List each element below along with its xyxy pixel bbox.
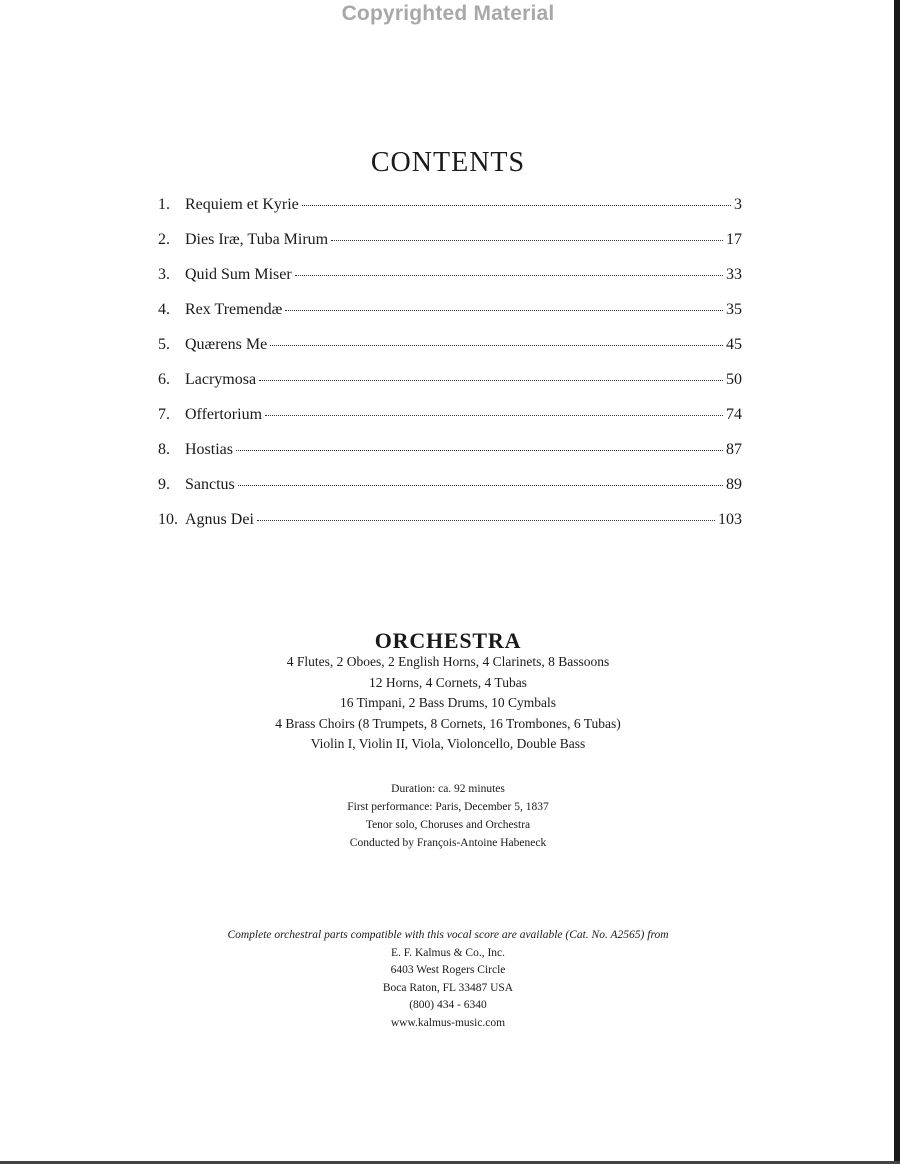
duration-text: Duration: ca. 92 minutes xyxy=(391,783,505,795)
toc-entry-number: 3. xyxy=(158,266,170,283)
toc-dot-leader xyxy=(236,450,723,451)
toc-entry-title: Dies Iræ, Tuba Mirum xyxy=(185,231,329,248)
toc-entry-page: 87 xyxy=(726,441,742,458)
instrumentation-line: 16 Timpani, 2 Bass Drums, 10 Cymbals xyxy=(339,695,557,710)
contents-title: CONTENTS xyxy=(370,146,526,178)
toc-entry-number: 8. xyxy=(158,441,170,458)
watermark: Copyrighted Material xyxy=(341,2,555,25)
instrumentation-line: 4 Flutes, 2 Oboes, 2 English Horns, 4 Clarinets, 8 Bassoons xyxy=(286,654,610,669)
toc-entry-page: 35 xyxy=(726,301,742,318)
toc-entry xyxy=(158,266,742,301)
parts-availability-note: Complete orchestral parts compatible with this vocal score are available (Cat. No. A2565) from xyxy=(227,929,669,941)
toc-entry-title: Quid Sum Miser xyxy=(185,266,292,283)
publisher-block xyxy=(0,927,896,1032)
instrumentation-line: Violin I, Violin II, Viola, Violoncello, Double Bass xyxy=(310,736,586,751)
toc-entry-page: 3 xyxy=(734,196,742,213)
toc-entry xyxy=(158,231,742,266)
toc-entry-title: Agnus Dei xyxy=(185,511,254,528)
toc-dot-leader xyxy=(259,380,723,381)
instrumentation-list xyxy=(0,652,896,755)
toc-dot-leader xyxy=(331,240,723,241)
toc-entry-title: Offertorium xyxy=(185,406,263,423)
forces-text: Tenor solo, Choruses and Orchestra xyxy=(365,819,531,831)
conductor-text: Conducted by François-Antoine Habeneck xyxy=(349,837,547,849)
toc-entry-page: 45 xyxy=(726,336,742,353)
toc-entry-number: 1. xyxy=(158,196,170,213)
publisher-website: www.kalmus-music.com xyxy=(390,1016,506,1029)
toc-entry-number: 4. xyxy=(158,301,170,318)
publisher-street: 6403 West Rogers Circle xyxy=(390,964,506,976)
toc-entry xyxy=(158,196,742,231)
toc-entry xyxy=(158,406,742,441)
toc-dot-leader xyxy=(295,275,723,276)
toc-entry xyxy=(158,336,742,371)
first-performance-text: First performance: Paris, December 5, 1837 xyxy=(347,801,549,813)
toc-entry-title: Requiem et Kyrie xyxy=(185,196,299,213)
toc-entry-page: 17 xyxy=(726,231,742,248)
toc-entry-page: 103 xyxy=(718,511,742,528)
toc-entry xyxy=(158,371,742,406)
toc-dot-leader xyxy=(265,415,723,416)
instrumentation-line: 4 Brass Choirs (8 Trumpets, 8 Cornets, 16 Trombones, 6 Tubas) xyxy=(275,715,621,731)
toc-entry xyxy=(158,511,742,546)
toc-entry-page: 33 xyxy=(726,266,742,283)
toc-entry-page: 89 xyxy=(726,476,742,493)
toc-dot-leader xyxy=(302,205,731,206)
performance-details xyxy=(0,780,896,852)
publisher-phone: (800) 434 - 6340 xyxy=(409,999,487,1011)
toc-entry-title: Rex Tremendæ xyxy=(185,301,283,318)
instrumentation-line: 12 Horns, 4 Cornets, 4 Tubas xyxy=(369,674,527,690)
toc-dot-leader xyxy=(270,345,723,346)
toc-entry-title: Hostias xyxy=(185,441,233,458)
publisher-city: Boca Raton, FL 33487 USA xyxy=(382,981,514,994)
table-of-contents xyxy=(158,196,742,546)
toc-entry-title: Lacrymosa xyxy=(185,371,257,388)
toc-entry-page: 50 xyxy=(726,371,742,388)
toc-dot-leader xyxy=(238,485,723,486)
toc-entry xyxy=(158,301,742,336)
toc-entry-number: 6. xyxy=(158,371,170,388)
toc-entry-number: 5. xyxy=(158,336,170,353)
publisher-name: E. F. Kalmus & Co., Inc. xyxy=(390,946,506,959)
toc-dot-leader xyxy=(257,520,715,521)
toc-entry xyxy=(158,476,742,511)
toc-entry-page: 74 xyxy=(726,406,742,423)
toc-entry-number: 2. xyxy=(158,231,170,248)
toc-dot-leader xyxy=(285,310,723,311)
toc-entry-number: 10. xyxy=(158,511,178,528)
toc-entry-number: 7. xyxy=(158,406,170,423)
orchestra-title: ORCHESTRA xyxy=(374,628,522,654)
toc-entry-title: Quærens Me xyxy=(185,336,268,353)
toc-entry xyxy=(158,441,742,476)
toc-entry-number: 9. xyxy=(158,476,170,493)
toc-entry-title: Sanctus xyxy=(185,476,235,493)
